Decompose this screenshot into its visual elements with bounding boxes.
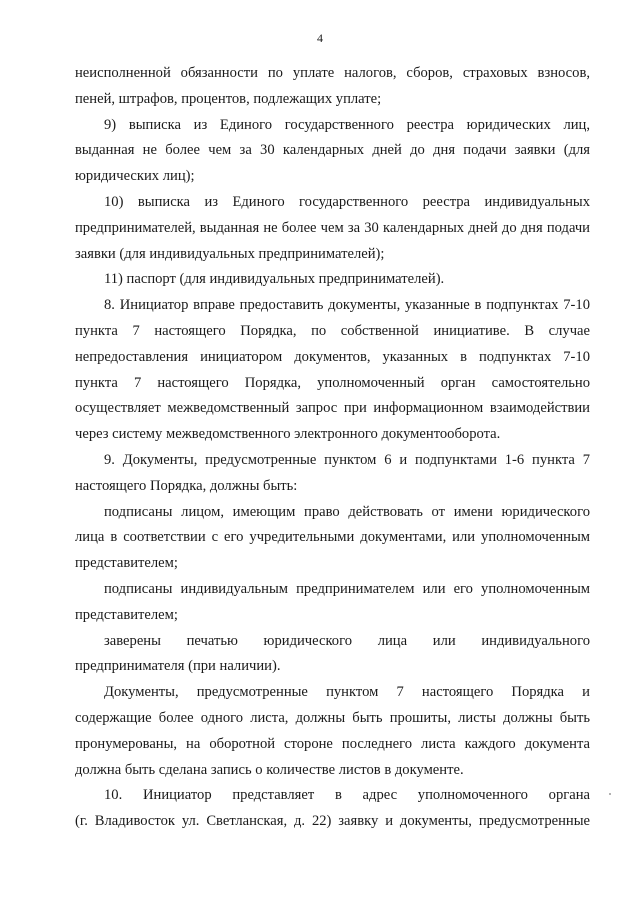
text-line: пеней, штрафов, процентов, подлежащих уплате; bbox=[75, 90, 382, 107]
text-line: заверены печатью юридического лица или индивидуального bbox=[104, 632, 590, 649]
text-line: (г. Владивосток ул. Светланская, д. 22) заявку и документы, предусмотренные bbox=[75, 813, 590, 830]
text-line: 9. Документы, предусмотренные пунктом 6 и подпунктами 1-6 пункта 7 bbox=[104, 451, 590, 468]
text-line: содержащие более одного листа, должны быть прошиты, листы должны быть bbox=[75, 709, 590, 726]
scan-speck bbox=[609, 793, 611, 795]
document-body bbox=[75, 61, 590, 835]
text-line: 9) выписка из Единого государственного реестра юридических лиц, bbox=[104, 116, 590, 133]
page-number: 4 bbox=[317, 31, 323, 45]
text-line: осуществляет межведомственный запрос при информационном взаимодействии bbox=[75, 400, 590, 417]
text-line: представителем; bbox=[75, 555, 178, 572]
text-line: пункта 7 настоящего Порядка, по собственной инициативе. В случае bbox=[75, 322, 590, 339]
text-line: пункта 7 настоящего Порядка, уполномоченный орган самостоятельно bbox=[75, 374, 590, 391]
text-line: через систему межведомственного электронного документооборота. bbox=[75, 426, 501, 443]
text-line: непредоставления инициатором документов, указанных в подпунктах 7-10 bbox=[75, 348, 590, 365]
text-line: представителем; bbox=[75, 606, 178, 623]
text-line: подписаны индивидуальным предпринимателем или его уполномоченным bbox=[104, 580, 590, 597]
text-line: Документы, предусмотренные пунктом 7 настоящего Порядка и bbox=[104, 684, 590, 701]
text-line: должна быть сделана запись о количестве листов в документе. bbox=[75, 761, 464, 778]
text-line: настоящего Порядка, должны быть: bbox=[75, 477, 298, 494]
text-line: 11) паспорт (для индивидуальных предпринимателей). bbox=[104, 271, 445, 288]
text-line: подписаны лицом, имеющим право действовать от имени юридического bbox=[104, 503, 590, 520]
text-line: 10) выписка из Единого государственного реестра индивидуальных bbox=[104, 193, 590, 210]
text-line: неисполненной обязанности по уплате налогов, сборов, страховых взносов, bbox=[75, 65, 590, 81]
text-line: юридических лиц); bbox=[75, 168, 195, 185]
text-line: заявки (для индивидуальных предпринимателей); bbox=[75, 245, 385, 262]
text-line: выданная не более чем за 30 календарных дней до дня подачи заявки (для bbox=[75, 142, 590, 159]
text-line: лица в соответствии с его учредительными документами, или уполномоченным bbox=[75, 529, 590, 546]
text-line: предпринимателя (при наличии). bbox=[75, 658, 281, 675]
text-line: предпринимателей, выданная не более чем за 30 календарных дней до дня подачи bbox=[75, 219, 590, 236]
text-line: пронумерованы, на оборотной стороне последнего листа каждого документа bbox=[75, 735, 590, 752]
text-line: 10. Инициатор представляет в адрес уполномоченного органа bbox=[104, 787, 590, 804]
text-line: 8. Инициатор вправе предоставить документы, указанные в подпунктах 7-10 bbox=[104, 297, 590, 314]
